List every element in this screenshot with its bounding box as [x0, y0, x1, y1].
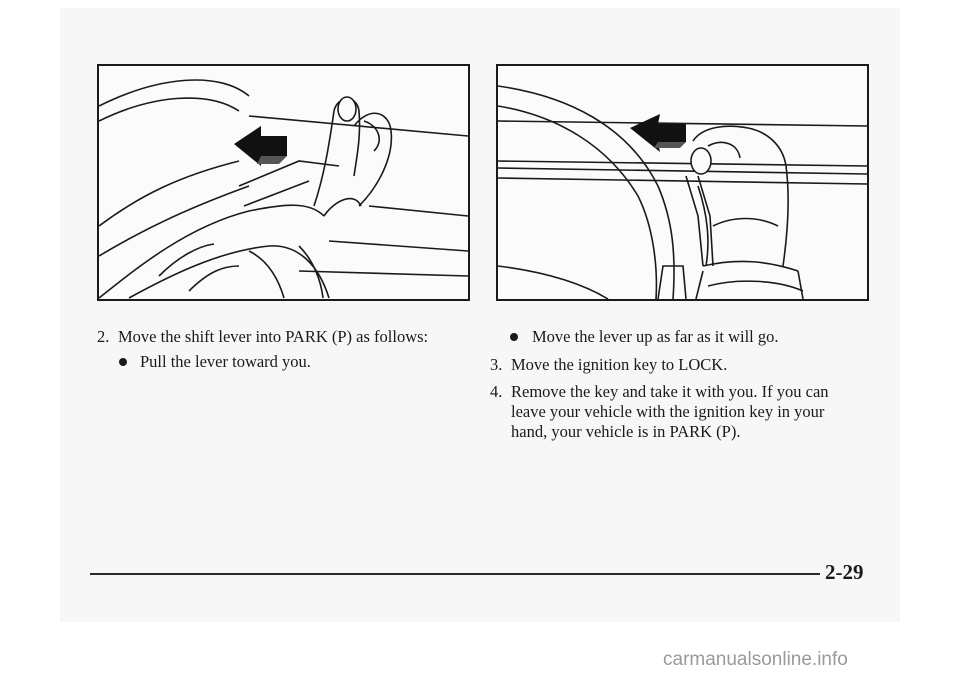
step-3-number: 3.	[490, 355, 503, 374]
bullet-dot	[119, 358, 127, 366]
page-footer-rule	[90, 573, 820, 575]
footer-site-text: carmanualsonline.info	[663, 649, 848, 670]
illustration-pull-lever	[97, 64, 470, 301]
step-2-text: Move the shift lever into PARK (P) as follows:	[118, 327, 429, 346]
step-4-line-1: Remove the key and take it with you. If you can	[511, 382, 829, 401]
illustration-pull-lever-drawing	[99, 66, 468, 299]
bullet-lever-up: Move the lever up as far as it will go.	[532, 327, 779, 346]
step-4-line-2: leave your vehicle with the ignition key in your	[511, 402, 825, 421]
illustration-lever-up-drawing	[498, 66, 867, 299]
illustration-lever-up	[496, 64, 869, 301]
step-4-line-3: hand, your vehicle is in PARK (P).	[511, 422, 741, 441]
step-3-text: Move the ignition key to LOCK.	[511, 355, 728, 374]
manual-page	[60, 8, 900, 622]
step-4-number: 4.	[490, 382, 503, 401]
bullet-dot	[510, 333, 518, 341]
page-number: 2-29	[825, 560, 864, 584]
step-2-number: 2.	[97, 327, 110, 346]
bullet-pull-lever: Pull the lever toward you.	[140, 352, 311, 371]
